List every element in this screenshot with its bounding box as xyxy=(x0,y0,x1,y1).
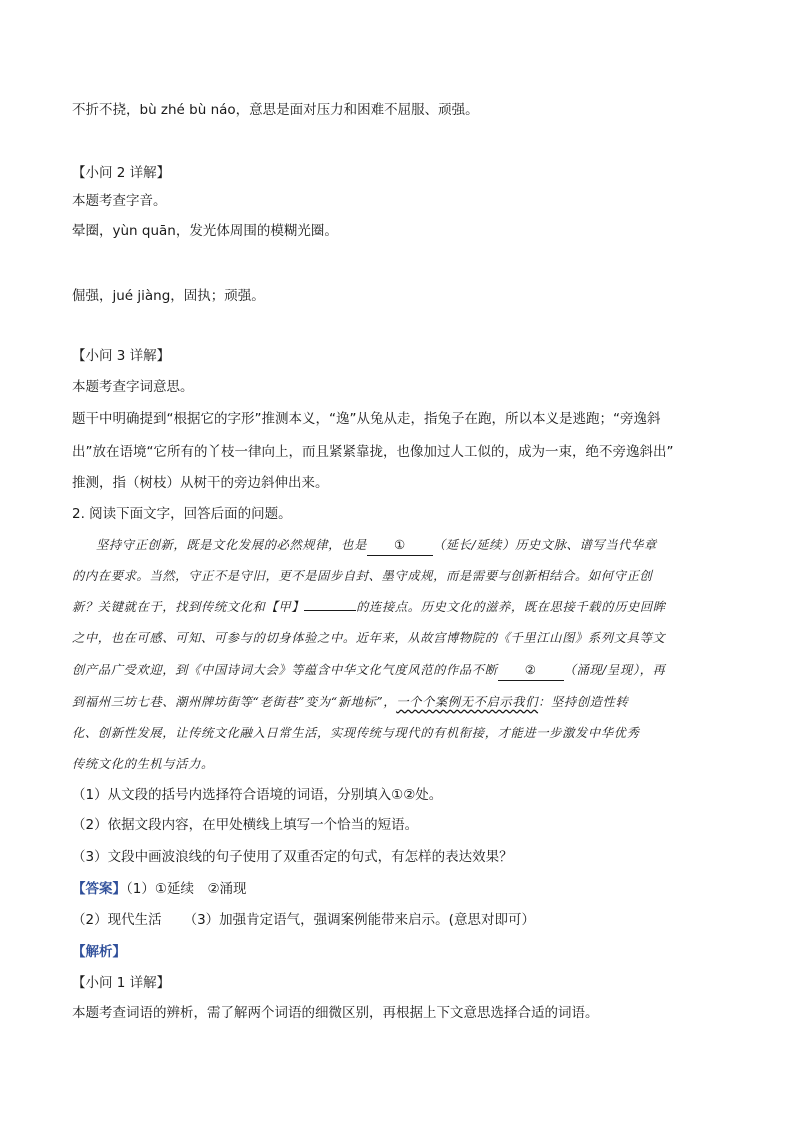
question-title: 2. 阅读下面文字，回答后面的问题。 xyxy=(72,506,292,522)
analysis-label: 【解析】 xyxy=(72,944,126,960)
text-line: 出”放在语境“它所有的丫枝一律向上，而且紧紧靠拢，也像加过人工似的，成为一束，绝不旁逸斜出” xyxy=(72,444,674,460)
answer-text: （1）①延续 ②涌现 xyxy=(126,881,247,897)
answer-label: 【答案】 xyxy=(72,881,126,897)
text-line: 倔强，jué jiàng，固执；顽强。 xyxy=(72,288,265,304)
passage-text: 到福州三坊七巷、潮州牌坊街等“老街巷”变为“新地标”， xyxy=(72,695,397,709)
text-line: 晕圈，yùn quān，发光体周围的模糊光圈。 xyxy=(72,223,338,239)
passage-text: 传统文化的生机与活力。 xyxy=(72,757,214,771)
text-line: 不折不挠，bù zhé bù náo，意思是面对压力和困难不屈服、顽强。 xyxy=(72,102,479,118)
passage-text: ：坚持创造性转 xyxy=(538,695,629,709)
wavy-underlined-sentence: 一个个案例无不启示我们 xyxy=(396,695,539,709)
passage-text: 之中，也在可感、可知、可参与的切身体验之中。近年来，从故宫博物院的《千里江山图》系列文具等文 xyxy=(72,631,666,645)
answer-text: （2）现代生活 xyxy=(72,912,162,928)
passage-text: 的内在要求。当然，守正不是守旧，更不是固步自封、墨守成规，而是需要与创新相结合。如何守正创 xyxy=(72,569,653,583)
text-line: 本题考查词语的辨析，需了解两个词语的细微区别，再根据上下文意思选择合适的词语。 xyxy=(72,1005,599,1021)
passage-text: 的连接点。历史文化的滋养，既在思接千载的历史回眸 xyxy=(356,600,666,614)
answer-text: （3）加强肯定语气，强调案例能带来启示。(意思对即可） xyxy=(183,912,535,928)
section-heading: 【小问 2 详解】 xyxy=(72,165,171,181)
passage-text: 化、创新性发展，让传统文化融入日常生活，实现传统与现代的有机衔接，才能进一步激发中华优秀 xyxy=(72,726,640,740)
text-line: 本题考查字音。 xyxy=(72,193,167,209)
passage-text: （涌现/呈现），再 xyxy=(563,663,666,677)
blank-1: ① xyxy=(367,535,433,556)
passage-text: 创产品广受欢迎，到《中国诗词大会》等蕴含中华文化气度风范的作品不断 xyxy=(72,663,498,677)
sub-question: （2）依据文段内容，在甲处横线上填写一个恰当的短语。 xyxy=(72,817,419,833)
section-heading: 【小问 3 详解】 xyxy=(72,348,171,364)
section-heading: 【小问 1 详解】 xyxy=(72,975,171,991)
passage-text: 新？关键就在于，找到传统文化和【甲】 xyxy=(72,600,305,614)
passage-text: （延长/延续）历史文脉、谱写当代华章 xyxy=(432,538,657,552)
passage-text: 坚持守正创新，既是文化发展的必然规律，也是 xyxy=(96,538,367,552)
text-line: 推测，指（树枝）从树干的旁边斜伸出来。 xyxy=(72,475,329,491)
sub-question: （1）从文段的括号内选择符合语境的词语，分别填入①②处。 xyxy=(72,787,443,803)
text-line: 题干中明确提到“根据它的字形”推测本义，“逸”从兔从走，指兔子在跑，所以本义是逃跑；“旁逸斜 xyxy=(72,411,661,427)
sub-question: （3）文段中画波浪线的句子使用了双重否定的句式，有怎样的表达效果？ xyxy=(72,849,513,865)
blank-jia xyxy=(304,610,356,611)
blank-2: ② xyxy=(498,660,564,681)
text-line: 本题考查字词意思。 xyxy=(72,379,194,395)
